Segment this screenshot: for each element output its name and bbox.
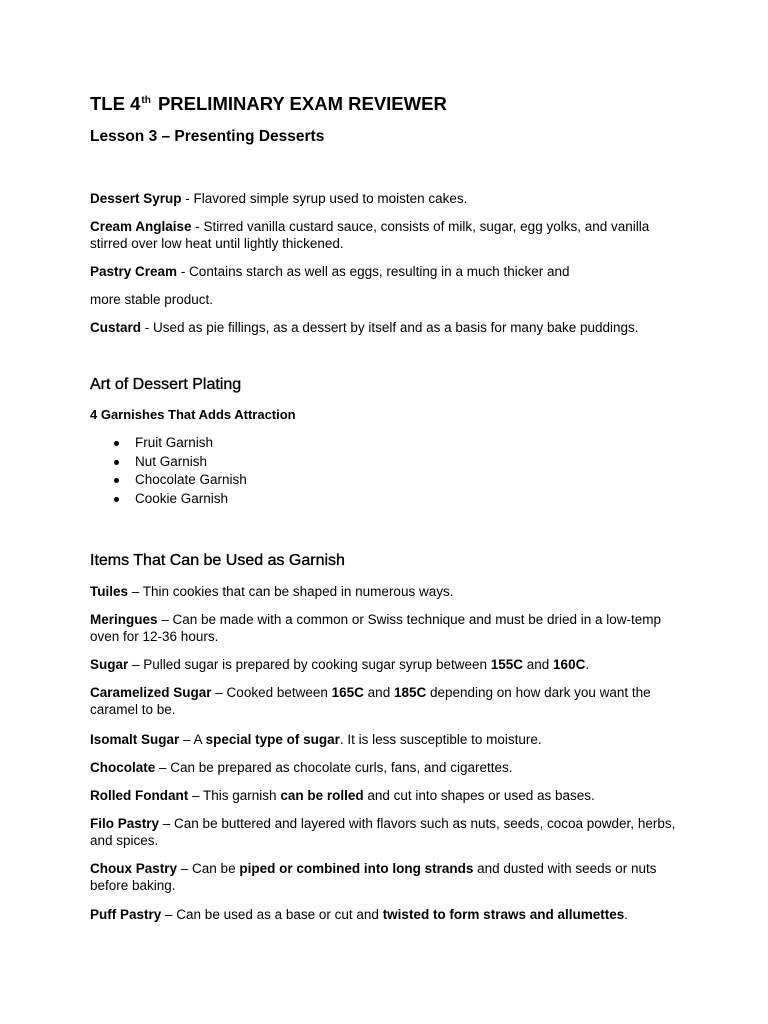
garnish-text: . It is less susceptible to moisture. [339, 732, 542, 747]
garnish-term: Caramelized Sugar [90, 685, 212, 700]
garnish-text: and dusted with seeds or nuts before baking. [90, 861, 657, 893]
definition-pastry-cream [90, 263, 680, 280]
garnish-text: – Cooked between [211, 685, 332, 700]
garnish-emphasis: twisted to form straws and allumettes [382, 907, 625, 922]
definition-custard [90, 319, 680, 336]
garnish-text: – This garnish [188, 788, 281, 803]
definition-text: - Flavored simple syrup used to moisten cakes. [181, 191, 468, 206]
list-item [90, 471, 247, 490]
plating-heading: Art of Dessert Plating [90, 376, 242, 393]
garnish-list [90, 434, 247, 508]
garnish-text: – Pulled sugar is prepared by cooking sugar syrup between [128, 657, 491, 672]
garnish-text: – Thin cookies that can be shaped in numerous ways. [128, 584, 454, 599]
garnish-item-filo-pastry [90, 815, 680, 849]
title-suffix: PRELIMINARY EXAM REVIEWER [157, 93, 447, 114]
garnish-text: and [363, 685, 394, 700]
garnish-text: – Can be buttered and layered with flavors such as nuts, seeds, cocoa powder, herbs, and spices. [90, 816, 676, 848]
garnish-text: – A [179, 732, 206, 747]
garnish-text: – Can be prepared as chocolate curls, fans, and cigarettes. [155, 760, 513, 775]
garnish-item-rolled-fondant [90, 787, 680, 804]
garnish-term: Filo Pastry [90, 816, 160, 831]
garnish-term: Sugar [90, 657, 129, 672]
title-prefix: TLE 4 [90, 93, 141, 114]
garnish-emphasis: 165C [331, 685, 364, 700]
garnish-item-isomalt-sugar [90, 731, 680, 748]
garnishes-subheading: 4 Garnishes That Adds Attraction [90, 407, 296, 422]
bullet-icon [114, 497, 119, 502]
garnish-emphasis: can be rolled [280, 788, 364, 803]
definition-text: - Used as pie fillings, as a dessert by itself and as a basis for many bake puddings. [141, 320, 639, 335]
list-item-label: Nut Garnish [135, 453, 208, 469]
garnish-text: and cut into shapes or used as bases. [363, 788, 595, 803]
garnish-item-meringues [90, 611, 680, 645]
garnish-term: Choux Pastry [90, 861, 178, 876]
list-item-label: Chocolate Garnish [135, 472, 247, 487]
garnish-text: – Can be [177, 861, 240, 876]
garnish-item-puff-pastry [90, 906, 680, 923]
garnish-item-chocolate [90, 759, 680, 776]
garnish-item-caramelized-sugar [90, 684, 680, 718]
garnish-items-heading: Items That Can be Used as Garnish [90, 552, 345, 569]
title-superscript: th [141, 95, 151, 106]
garnish-item-tuiles [90, 583, 680, 600]
garnish-item-choux-pastry [90, 860, 680, 894]
garnish-item-sugar [90, 656, 680, 673]
list-item-label: Cookie Garnish [135, 490, 229, 506]
definition-pastry-cream-continued [90, 291, 680, 308]
garnish-emphasis: 155C [490, 657, 524, 672]
definition-cream-anglaise [90, 218, 680, 252]
garnish-text: – Can be used as a base or cut and [161, 907, 383, 922]
garnish-emphasis: 185C [393, 685, 427, 700]
definition-text: - Stirred vanilla custard sauce, consists of milk, sugar, egg yolks, and vanilla stirred over low heat until lightly thickened. [90, 219, 650, 251]
definition-dessert-syrup [90, 190, 680, 207]
definition-term: Custard [90, 320, 142, 335]
list-item [90, 453, 247, 472]
garnish-term: Rolled Fondant [90, 788, 189, 803]
garnish-term: Isomalt Sugar [90, 732, 180, 747]
garnish-text: – Can be made with a common or Swiss technique and must be dried in a low-temp oven for 12-36 hours. [90, 612, 662, 644]
bullet-icon [114, 460, 119, 465]
definition-term: Cream Anglaise [90, 219, 192, 234]
list-item-label: Fruit Garnish [135, 435, 214, 450]
garnish-term: Meringues [90, 612, 158, 627]
garnish-term: Chocolate [90, 760, 156, 775]
garnish-text: depending on how dark you want the caramel to be. [90, 685, 651, 717]
garnish-text: and [523, 657, 554, 672]
list-item [90, 434, 247, 453]
definition-text: - Contains starch as well as eggs, resulting in a much thicker and [177, 264, 570, 279]
definition-term: Pastry Cream [90, 264, 178, 279]
garnish-text: . [585, 657, 590, 672]
list-item [90, 490, 247, 509]
bullet-icon [114, 441, 119, 446]
bullet-icon [114, 478, 119, 483]
garnish-term: Tuiles [90, 584, 129, 599]
garnish-text: . [624, 907, 629, 922]
definition-text: more stable product. [90, 292, 214, 307]
garnish-emphasis: piped or combined into long strands [239, 861, 474, 876]
garnish-term: Puff Pastry [90, 907, 162, 922]
document-title [90, 93, 447, 115]
definition-term: Dessert Syrup [90, 191, 182, 206]
lesson-subtitle: Lesson 3 – Presenting Desserts [90, 128, 325, 145]
garnish-emphasis: special type of sugar [205, 732, 340, 747]
garnish-emphasis: 160C [553, 657, 586, 672]
